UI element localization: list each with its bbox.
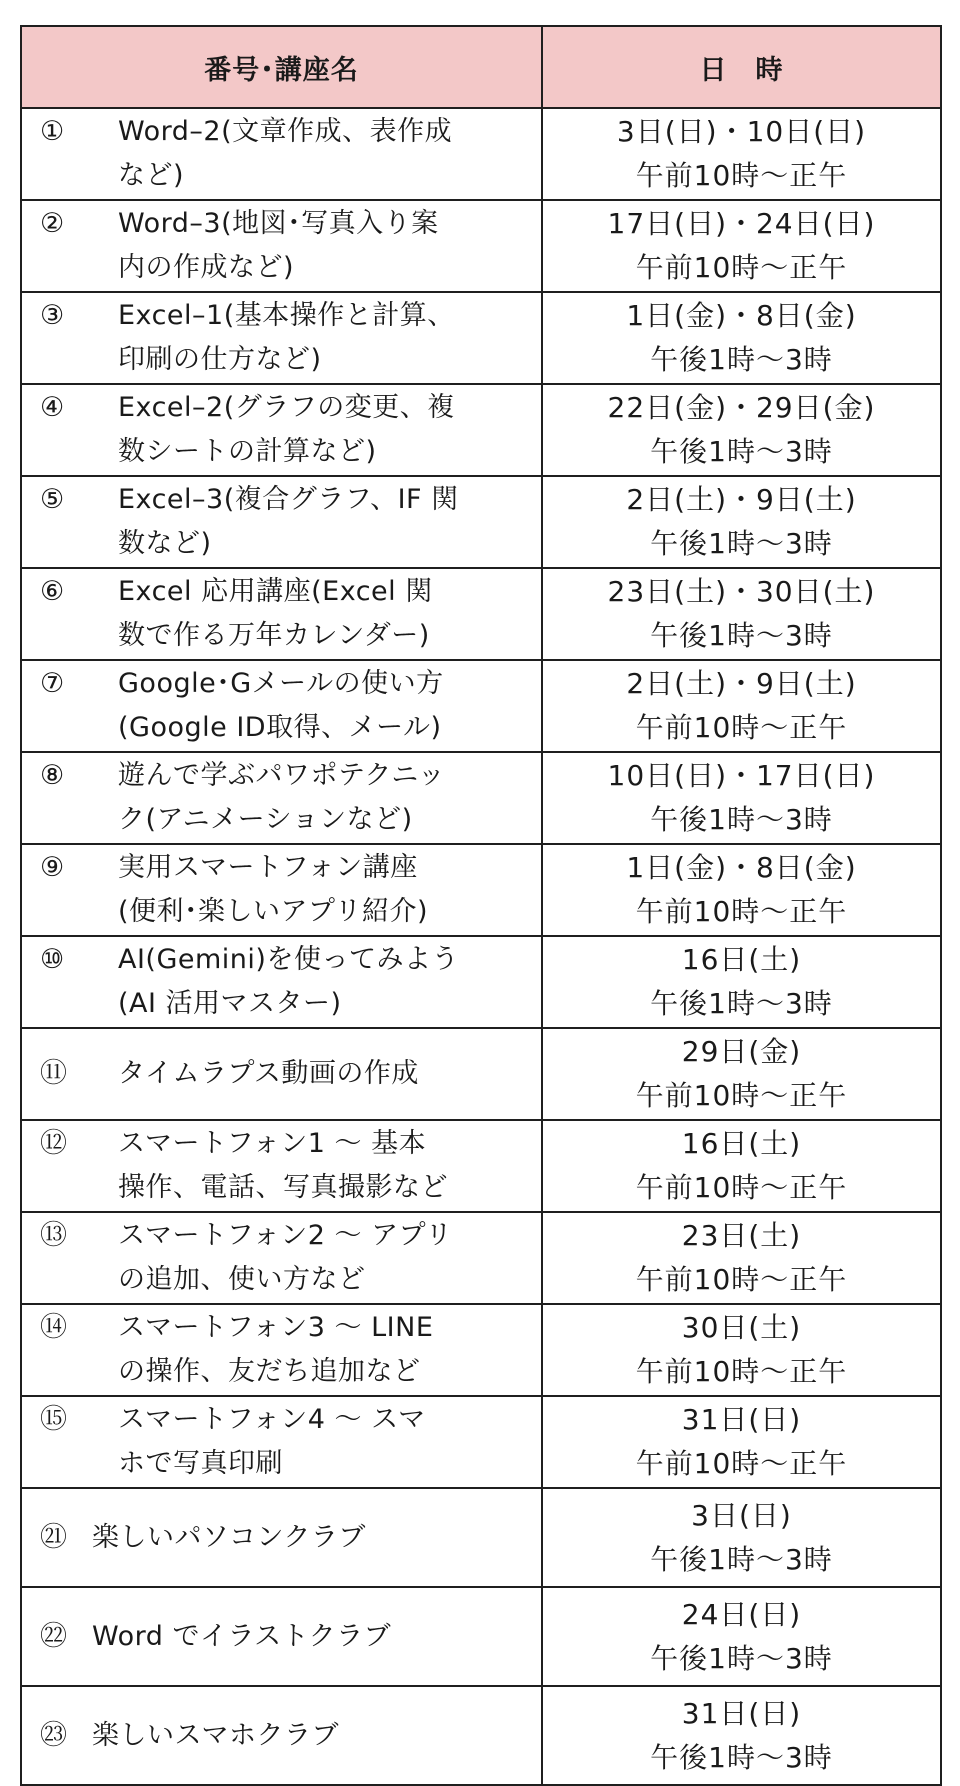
course-title [92,1714,533,1758]
course-title-line: Excel–2(グラフの変更、複 [118,392,455,423]
course-title-line: スマートフォン3 ～ LINE [118,1312,434,1343]
course-dates: 3日(日) [691,1498,792,1532]
course-name-cell [21,752,542,844]
course-number: ③ [40,300,65,331]
course-title-line: AI(Gemini)を使ってみよう [118,944,459,975]
course-title-line: (AI 活用マスター) [118,988,342,1019]
course-name-cell [21,1396,542,1488]
course-title [118,1122,533,1210]
course-dates: 17日(日)・24日(日) [607,207,876,240]
course-name-wrap [30,1306,533,1394]
course-title-line: 操作、電話、写真撮影など [118,1172,448,1203]
course-dates: 31日(日) [681,1696,802,1730]
course-title [118,846,533,934]
course-title [118,938,533,1026]
course-title-line: スマートフォン1 ～ 基本 [118,1128,427,1159]
course-date-cell [542,108,941,200]
course-title [118,110,533,198]
course-name-cell [21,292,542,384]
course-dates: 1日(金)・8日(金) [626,299,857,332]
course-title [118,294,533,382]
header-date-time: 日 時 [542,26,941,108]
course-title-line: 楽しいパソコンクラブ [92,1521,366,1553]
course-dates: 22日(金)・29日(金) [607,391,876,424]
course-title-line: 数で作る万年カレンダー) [118,620,430,651]
course-dates: 23日(土) [681,1219,802,1252]
course-name-cell [21,1488,542,1587]
table-row [21,844,941,936]
course-number: ⑨ [40,852,65,883]
course-name-wrap [30,294,533,382]
course-dates: 16日(土) [681,1127,802,1160]
course-dates: 1日(金)・8日(金) [626,851,857,884]
course-time: 午後1時～3時 [650,527,833,560]
course-title [118,1214,533,1302]
course-number: ⑤ [40,484,65,515]
course-date-cell [542,200,941,292]
course-title-line: ホで写真印刷 [118,1448,283,1479]
course-dates: 3日(日)・10日(日) [616,115,867,148]
course-title-line: (Google ID取得、メール) [118,712,442,743]
course-number: ⑧ [40,760,65,791]
table-body [21,108,941,1785]
course-title [92,1516,533,1560]
course-name-wrap [30,1052,533,1096]
course-title-line: (便利･楽しいアプリ紹介) [118,896,428,927]
course-dates: 23日(土)・30日(土) [607,575,876,608]
table-row [21,476,941,568]
course-dates: 2日(土)・9日(土) [626,667,857,700]
table-row [21,384,941,476]
course-name-wrap [30,1398,533,1486]
table-row [21,108,941,200]
course-name-cell [21,1028,542,1120]
course-title-line: 内の作成など) [118,252,295,283]
course-title-line: Excel–1(基本操作と計算、 [118,300,455,331]
course-number: ⑫ [40,1128,67,1159]
course-name-cell [21,108,542,200]
table-row [21,1396,941,1488]
course-number: ㉒ [40,1620,67,1652]
course-name-wrap [30,202,533,290]
course-date-cell [542,292,941,384]
course-time: 午後1時～3時 [650,343,833,376]
course-name-wrap [30,846,533,934]
course-name-wrap [30,1122,533,1210]
course-date-cell [542,476,941,568]
course-title [118,386,533,474]
course-title-line: Excel 応用講座(Excel 関 [118,576,433,607]
course-title-line: など) [118,160,185,191]
course-name-wrap [30,754,533,842]
course-number: ⑬ [40,1220,67,1251]
course-number: ⑮ [40,1404,67,1435]
course-time: 午後1時～3時 [650,1740,833,1774]
course-time: 午後1時～3時 [650,987,833,1020]
course-title-line: 遊んで学ぶパワポテクニッ [118,760,446,791]
course-number: ① [40,116,65,147]
course-name-cell [21,1212,542,1304]
course-number: ⑥ [40,576,65,607]
course-dates: 31日(日) [681,1403,802,1436]
course-date-cell [542,844,941,936]
course-name-cell [21,1587,542,1686]
course-title [118,1306,533,1394]
course-date-cell [542,1028,941,1120]
course-date-cell [542,1304,941,1396]
course-number: ⑦ [40,668,65,699]
course-title-line: の操作、友だち追加など [118,1356,421,1387]
course-title [118,662,533,750]
course-time: 午前10時～正午 [635,895,848,928]
course-name-cell [21,568,542,660]
course-name-wrap [30,938,533,1026]
course-time: 午前10時～正午 [635,1079,848,1112]
course-name-cell [21,1120,542,1212]
course-name-cell [21,1686,542,1785]
course-name-wrap [30,110,533,198]
course-title-line: 実用スマートフォン講座 [118,852,418,883]
header-course-name: 番号･講座名 [21,26,542,108]
course-number: ㉓ [40,1719,67,1751]
course-dates: 16日(土) [681,943,802,976]
course-time: 午前10時～正午 [635,1171,848,1204]
course-name-cell [21,660,542,752]
course-name-cell [21,1304,542,1396]
table-row [21,200,941,292]
course-name-wrap [30,1714,533,1758]
course-title-line: Excel–3(複合グラフ、IF 関 [118,484,459,515]
course-title-line: スマートフォン2 ～ アプリ [118,1220,453,1251]
course-name-wrap [30,570,533,658]
course-title-line: Word–3(地図･写真入り案 [118,208,439,239]
table-row [21,568,941,660]
course-date-cell [542,1488,941,1587]
table-row [21,1686,941,1785]
table-row [21,1120,941,1212]
course-time: 午後1時～3時 [650,1542,833,1576]
course-dates: 29日(金) [681,1035,802,1068]
table-row [21,752,941,844]
course-date-cell [542,1396,941,1488]
course-title-line: の追加、使い方など [118,1264,366,1295]
course-title-line: 印刷の仕方など) [118,344,322,375]
course-name-wrap [30,386,533,474]
course-time: 午前10時～正午 [635,711,848,744]
course-title [92,1615,533,1659]
course-time: 午後1時～3時 [650,803,833,836]
course-number: ② [40,208,65,239]
course-number: ⑪ [40,1058,67,1089]
course-title-line: スマートフォン4 ～ スマ [118,1404,426,1435]
course-number: ⑩ [40,944,65,975]
table-row [21,936,941,1028]
course-time: 午前10時～正午 [635,251,848,284]
course-date-cell [542,1212,941,1304]
course-date-cell [542,1120,941,1212]
course-time: 午前10時～正午 [635,1447,848,1480]
course-time: 午後1時～3時 [650,1641,833,1675]
course-title-line: Google･Gメールの使い方 [118,668,444,699]
table-row [21,1212,941,1304]
course-number: ㉑ [40,1521,67,1553]
course-title-line: タイムラプス動画の作成 [118,1058,419,1089]
course-date-cell [542,752,941,844]
table-row [21,292,941,384]
table-row [21,660,941,752]
course-time: 午後1時～3時 [650,435,833,468]
course-date-cell [542,936,941,1028]
course-title-line: Word–2(文章作成、表作成 [118,116,453,147]
course-title-line: Word でイラストクラブ [92,1620,392,1652]
course-title [118,1398,533,1486]
course-dates: 2日(土)・9日(土) [626,483,857,516]
course-dates: 30日(土) [681,1311,802,1344]
course-title-line: 数シートの計算など) [118,436,377,467]
course-title [118,478,533,566]
table-header-row [21,26,941,108]
course-name-wrap [30,1516,533,1560]
table-row [21,1488,941,1587]
course-name-cell [21,476,542,568]
course-date-cell [542,568,941,660]
table-row [21,1587,941,1686]
course-name-cell [21,936,542,1028]
course-name-cell [21,384,542,476]
course-title [118,1052,533,1096]
course-date-cell [542,660,941,752]
course-title-line: ク(アニメーションなど) [118,804,413,835]
course-name-cell [21,200,542,292]
course-number: ⑭ [40,1312,67,1343]
course-schedule [20,25,940,1786]
course-title [118,754,533,842]
course-dates: 24日(日) [681,1597,802,1631]
course-name-cell [21,844,542,936]
course-title [118,570,533,658]
course-number: ④ [40,392,65,423]
course-title [118,202,533,290]
course-name-wrap [30,1214,533,1302]
course-name-wrap [30,478,533,566]
table-row [21,1304,941,1396]
course-title-line: 楽しいスマホクラブ [92,1719,339,1751]
course-name-wrap [30,662,533,750]
course-table [20,25,942,1786]
table-row [21,1028,941,1120]
course-time: 午後1時～3時 [650,619,833,652]
course-date-cell [542,1686,941,1785]
course-title-line: 数など) [118,528,212,559]
course-time: 午前10時～正午 [635,159,848,192]
course-dates: 10日(日)・17日(日) [607,759,876,792]
course-time: 午前10時～正午 [635,1263,848,1296]
course-date-cell [542,1587,941,1686]
course-date-cell [542,384,941,476]
course-time: 午前10時～正午 [635,1355,848,1388]
course-name-wrap [30,1615,533,1659]
